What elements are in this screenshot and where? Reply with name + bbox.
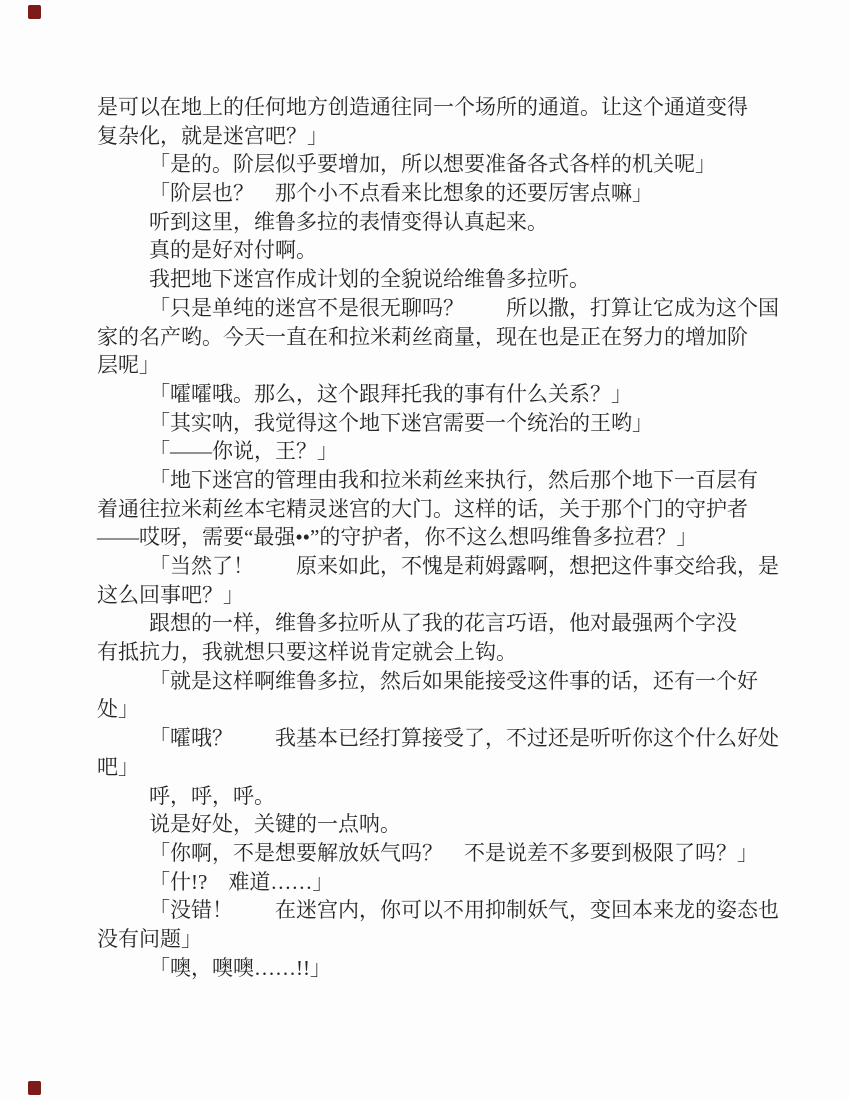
paragraph — [97, 179, 807, 208]
text-line: 「其实呐，我觉得这个地下迷宫需要一个统治的王哟」 — [149, 410, 653, 435]
novel-text-block — [97, 93, 807, 982]
text-line: 「什!? 难道……」 — [149, 869, 334, 894]
text-line: 听到这里，维鲁多拉的表情变得认真起来。 — [149, 209, 548, 234]
page-corner-mark-bottom — [28, 1081, 41, 1095]
text-line: 「你啊，不是想要解放妖气吗？ 不是说差不多要到极限了吗？」 — [149, 840, 758, 865]
text-line: 「当然了！ 原来如此，不愧是莉姆露啊，想把这件事交给我，是 — [149, 554, 779, 578]
text-line: 「地下迷宫的管理由我和拉米莉丝来执行，然后那个地下一百层有 — [149, 467, 758, 492]
paragraph — [97, 437, 807, 466]
paragraph — [97, 552, 807, 609]
text-line: 是可以在地上的任何地方创造通往同一个场所的通道。让这个通道变得 — [97, 95, 748, 119]
paragraph — [97, 667, 807, 724]
paragraph — [97, 782, 807, 811]
paragraph — [97, 409, 807, 438]
text-line: 处」 — [97, 697, 139, 722]
paragraph — [97, 236, 807, 265]
paragraph — [97, 954, 807, 983]
text-line: 跟想的一样，维鲁多拉听从了我的花言巧语，他对最强两个字没 — [149, 611, 737, 636]
text-line: 着通往拉米莉丝本宅精灵迷宫的大门。这样的话，关于那个门的守护者 — [97, 496, 748, 521]
text-line: 「阶层也？ 那个小不点看来比想象的还要厉害点嘛」 — [149, 181, 653, 206]
text-line: 「——你说，王？」 — [149, 439, 338, 464]
paragraph — [97, 265, 807, 294]
paragraph — [97, 380, 807, 409]
text-line: 「嚯哦？ 我基本已经打算接受了，不过还是听听你这个什么好处 — [149, 726, 779, 751]
paragraph — [97, 609, 807, 666]
text-line: 吧」 — [97, 754, 139, 779]
paragraph — [97, 810, 807, 839]
paragraph — [97, 868, 807, 897]
text-line: 有抵抗力，我就想只要这样说肯定就会上钩。 — [97, 640, 517, 665]
text-line: 「是的。阶层似乎要增加，所以想要准备各式各样的机关呢」 — [149, 152, 716, 177]
text-line: ——哎呀，需要“最强••”的守护者，你不这么想吗维鲁多拉君？」 — [97, 525, 698, 550]
paragraph — [97, 839, 807, 868]
text-line: 家的名产哟。今天一直在和拉米莉丝商量，现在也是正在努力的增加阶 — [97, 324, 748, 349]
text-line: 「嚯嚯哦。那么，这个跟拜托我的事有什么关系？」 — [149, 381, 632, 406]
paragraph — [97, 294, 807, 380]
paragraph — [97, 93, 807, 150]
text-line: 这么回事吧？」 — [97, 582, 244, 607]
text-line: 说是好处，关键的一点呐。 — [149, 812, 401, 837]
text-line: 「就是这样啊维鲁多拉，然后如果能接受这件事的话，还有一个好 — [149, 668, 758, 693]
paragraph — [97, 724, 807, 781]
text-line: 真的是好对付啊。 — [149, 238, 317, 263]
text-line: 「没错！ 在迷宫内，你可以不用抑制妖气，变回本来龙的姿态也 — [149, 898, 779, 923]
page-corner-mark-top — [28, 5, 41, 19]
paragraph — [97, 208, 807, 237]
paragraph — [97, 896, 807, 953]
text-line: 层呢」 — [97, 353, 160, 378]
text-line: 「噢，噢噢……!!」 — [149, 955, 331, 980]
text-line: 复杂化，就是迷宫吧？」 — [97, 123, 328, 148]
text-line: 没有问题」 — [97, 926, 202, 951]
paragraph — [97, 466, 807, 552]
text-line: 我把地下迷宫作成计划的全貌说给维鲁多拉听。 — [149, 267, 590, 292]
text-line: 「只是单纯的迷宫不是很无聊吗？ 所以撒，打算让它成为这个国 — [149, 295, 779, 320]
text-line: 呼，呼，呼。 — [149, 783, 275, 808]
paragraph — [97, 150, 807, 179]
